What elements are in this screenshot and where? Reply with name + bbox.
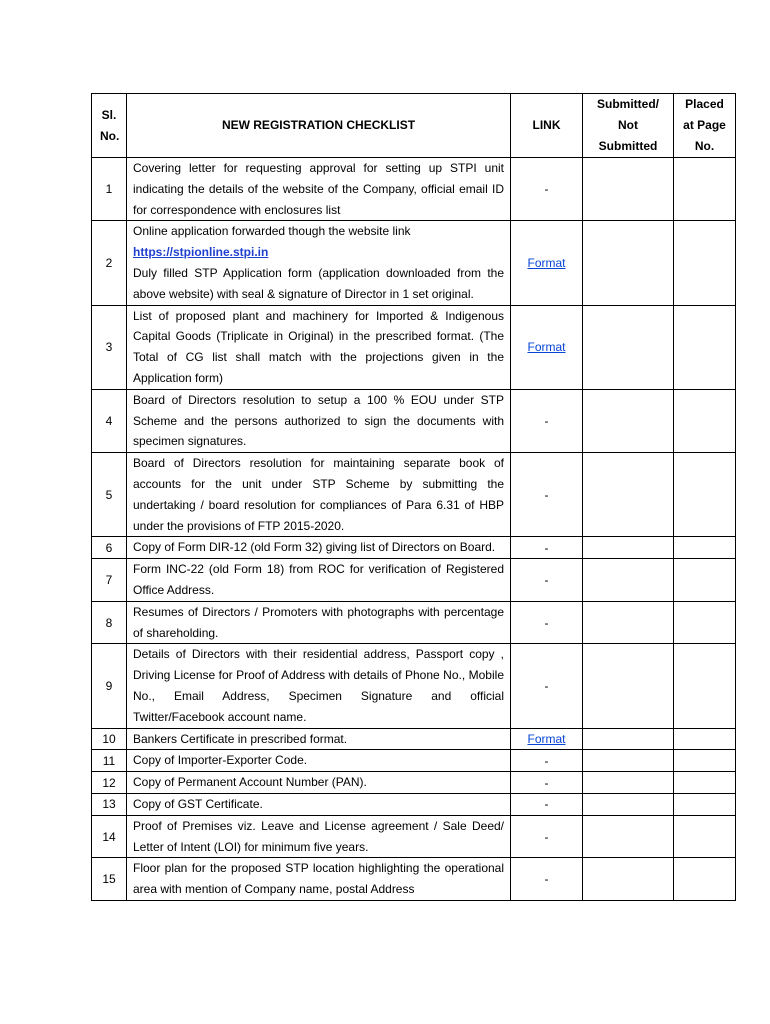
row-link: -: [511, 158, 583, 221]
submitted-cell: [583, 559, 674, 602]
table-row: [92, 453, 736, 537]
registration-checklist-table: [91, 93, 736, 901]
page-no-cell: [674, 793, 736, 815]
row-description: Resumes of Directors / Promoters with photographs with percentage of shareholding.: [127, 601, 511, 644]
row-number: 7: [92, 559, 127, 602]
submitted-cell: [583, 644, 674, 728]
row-number: 11: [92, 750, 127, 772]
row-description: Board of Directors resolution to setup a 100 % EOU under STP Scheme and the persons authorized to sign the documents with specimen signatures.: [127, 389, 511, 452]
row-link: -: [511, 601, 583, 644]
row-link: -: [511, 537, 583, 559]
table-row: [92, 537, 736, 559]
row-number: 6: [92, 537, 127, 559]
page-no-cell: [674, 559, 736, 602]
row-description: Form INC-22 (old Form 18) from ROC for verification of Registered Office Address.: [127, 559, 511, 602]
row-description: Copy of GST Certificate.: [127, 793, 511, 815]
row-link: -: [511, 453, 583, 537]
row-number: 3: [92, 305, 127, 389]
submitted-cell: [583, 815, 674, 858]
row-description: Copy of Permanent Account Number (PAN).: [127, 772, 511, 794]
row-description: Proof of Premises viz. Leave and License agreement / Sale Deed/ Letter of Intent (LOI) for minimum five years.: [127, 815, 511, 858]
table-row: [92, 305, 736, 389]
header-placed: Placed at Page No.: [674, 94, 736, 158]
format-link[interactable]: Format: [527, 340, 566, 355]
row-description-part-b: Duly filled STP Application form (application downloaded from the above website) with seal & signature of Director in 1 set original.: [133, 265, 504, 301]
page-no-cell: [674, 305, 736, 389]
row-number: 12: [92, 772, 127, 794]
page-no-cell: [674, 601, 736, 644]
row-link: -: [511, 750, 583, 772]
submitted-cell: [583, 305, 674, 389]
submitted-cell: [583, 601, 674, 644]
page-no-cell: [674, 644, 736, 728]
table-row: [92, 644, 736, 728]
row-link: -: [511, 793, 583, 815]
page-no-cell: [674, 221, 736, 305]
row-number: 1: [92, 158, 127, 221]
row-link-cell: [511, 305, 583, 389]
row-description: Board of Directors resolution for maintaining separate book of accounts for the unit under STP Scheme by submitting the undertaking / board resolution for compliances of Para 6.31 of HBP under the provisions of FTP 2015-2020.: [127, 453, 511, 537]
header-title: NEW REGISTRATION CHECKLIST: [127, 94, 511, 158]
row-description: Copy of Form DIR-12 (old Form 32) giving list of Directors on Board.: [127, 537, 511, 559]
row-number: 14: [92, 815, 127, 858]
row-number: 2: [92, 221, 127, 305]
table-row: [92, 389, 736, 452]
table-row: [92, 858, 736, 901]
row-number: 4: [92, 389, 127, 452]
page-no-cell: [674, 858, 736, 901]
submitted-cell: [583, 453, 674, 537]
submitted-cell: [583, 793, 674, 815]
page-no-cell: [674, 389, 736, 452]
table-row: [92, 772, 736, 794]
row-description: Details of Directors with their residential address, Passport copy , Driving License for Proof of Address with details of Phone No., Mobile No., Email Address, Specimen Signature and official Twitter/Facebook account name.: [127, 644, 511, 728]
header-sl-no: Sl. No.: [92, 94, 127, 158]
page-no-cell: [674, 772, 736, 794]
row-link: -: [511, 772, 583, 794]
table-row: [92, 815, 736, 858]
submitted-cell: [583, 858, 674, 901]
row-link: -: [511, 644, 583, 728]
row-description: Floor plan for the proposed STP location highlighting the operational area with mention of Company name, postal Address: [127, 858, 511, 901]
table-header-row: [92, 94, 736, 158]
row-link: -: [511, 815, 583, 858]
header-link: LINK: [511, 94, 583, 158]
row-link: -: [511, 559, 583, 602]
row-description: Copy of Importer-Exporter Code.: [127, 750, 511, 772]
row-number: 13: [92, 793, 127, 815]
format-link[interactable]: Format: [527, 731, 566, 746]
submitted-cell: [583, 728, 674, 750]
submitted-cell: [583, 750, 674, 772]
submitted-cell: [583, 389, 674, 452]
row-link-cell: [511, 728, 583, 750]
table-row: [92, 793, 736, 815]
row-number: 5: [92, 453, 127, 537]
table-row: [92, 750, 736, 772]
row-number: 8: [92, 601, 127, 644]
table-row: [92, 158, 736, 221]
submitted-cell: [583, 221, 674, 305]
submitted-cell: [583, 772, 674, 794]
row-link: -: [511, 858, 583, 901]
page-no-cell: [674, 158, 736, 221]
format-link[interactable]: Format: [527, 255, 566, 270]
row-description: Covering letter for requesting approval for setting up STPI unit indicating the details of the website of the Company, official email ID for correspondence with enclosures list: [127, 158, 511, 221]
stpi-online-link[interactable]: https://stpionline.stpi.in: [133, 245, 269, 260]
table-row: [92, 728, 736, 750]
table-row: [92, 559, 736, 602]
row-description: [127, 221, 511, 305]
row-description: Bankers Certificate in prescribed format.: [127, 728, 511, 750]
page-no-cell: [674, 750, 736, 772]
submitted-cell: [583, 537, 674, 559]
row-number: 10: [92, 728, 127, 750]
row-number: 15: [92, 858, 127, 901]
row-number: 9: [92, 644, 127, 728]
row-description-part-a: Online application forwarded though the website link: [133, 224, 411, 239]
table-row: [92, 221, 736, 305]
row-link-cell: [511, 221, 583, 305]
header-submitted: Submitted/ Not Submitted: [583, 94, 674, 158]
page-no-cell: [674, 537, 736, 559]
page-no-cell: [674, 728, 736, 750]
table-row: [92, 601, 736, 644]
page-no-cell: [674, 453, 736, 537]
row-description: List of proposed plant and machinery for Imported & Indigenous Capital Goods (Triplicate in Original) in the prescribed format. (The Total of CG list shall match with the projections given in the Application form): [127, 305, 511, 389]
submitted-cell: [583, 158, 674, 221]
row-link: -: [511, 389, 583, 452]
page-no-cell: [674, 815, 736, 858]
